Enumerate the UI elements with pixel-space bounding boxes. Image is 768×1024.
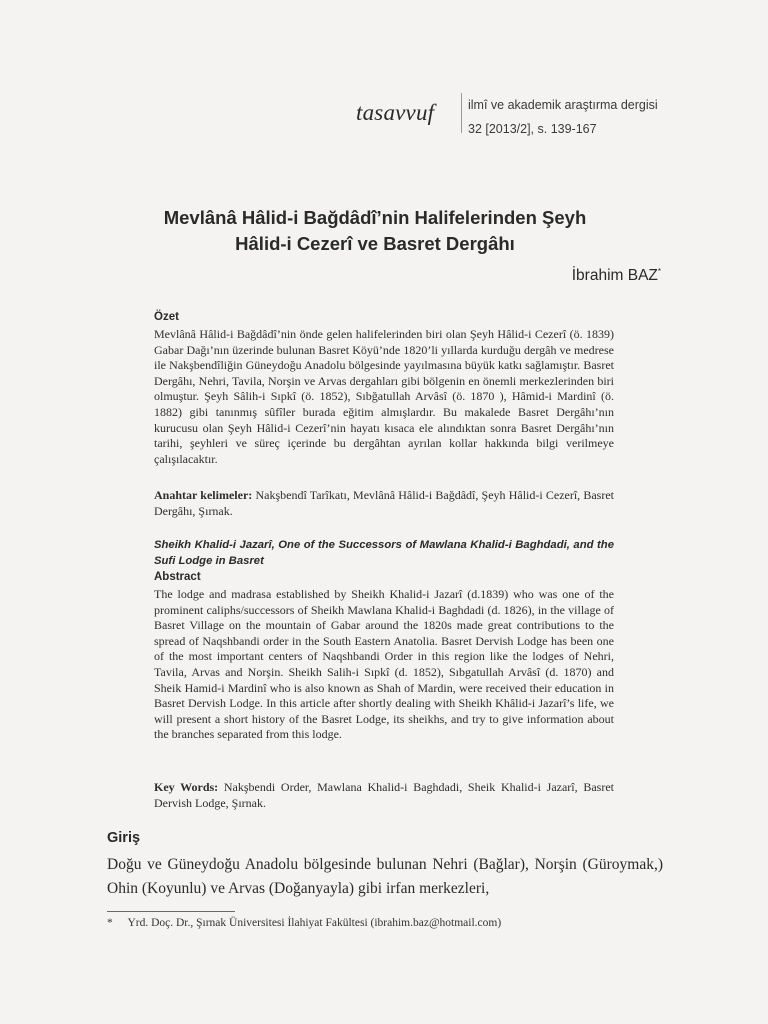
footnote-text: Yrd. Doç. Dr., Şırnak Üniversitesi İlahiyat Fakültesi (ibrahim.baz@hotmail.com) <box>127 917 502 929</box>
footnote <box>107 917 501 929</box>
journal-logo: tasavvuf <box>356 100 435 125</box>
journal-subtitle: ilmî ve akademik araştırma dergisi <box>468 98 658 112</box>
ozet-keywords <box>154 488 614 519</box>
footnote-divider <box>107 911 235 912</box>
journal-header-info <box>468 93 658 141</box>
ozet-keywords-label: Anahtar kelimeler: <box>154 488 253 502</box>
article-title <box>120 205 630 257</box>
author-name <box>572 267 661 285</box>
ozet-text: Mevlânâ Hâlid-i Bağdâdî’nin önde gelen halifelerinden biri olan Şeyh Hâlid-i Cezerî (ö. 1839) Gabar Dağı’nın üzerinde bulunan Basret Köyü’nde 1820’li yıllarda kurduğu dergâh ve medrese ile Nakşbendîliğin Güneydoğu Anadolu bölgesinde yayılmasına büyük katkı sağlamıştır. Basret Dergâhı, Nehri, Tavila, Norşin ve Arvas dergahları gibi bölgenin en önemli merkezlerinden biri olmuştur. Şeyh Sâlih-i Sıpkî (ö. 1852), Sıbğatullah Arvâsî (ö. 1870 ), Hâmid-i Mardinî (ö. 1882) gibi tanınmış sûfîler burada eğitim almışlardır. Bu makalede Basret Dergâhı’nın kurucusu olan Şeyh Hâlid-i Cezerî’nin hayatı kısaca ele alındıktan sonra Basret Dergâhı’nın tarihi, şeyhleri ve süreç içerinde bu dergâhtan ayrılan kollar hakkında bilgi verilmeye çalışılacaktır. <box>154 327 614 466</box>
english-title: Sheikh Khalid-i Jazarî, One of the Successors of Mawlana Khalid-i Baghdadi, and the Sufi Lodge in Basret <box>154 539 614 567</box>
abstract-heading: Abstract <box>154 571 201 583</box>
header-divider <box>461 93 462 133</box>
ozet-heading: Özet <box>154 311 179 323</box>
body-paragraph: Doğu ve Güneydoğu Anadolu bölgesinde bulunan Nehri (Bağlar), Norşin (Güroymak,) Ohin (Koyunlu) ve Arvas (Doğanyayla) gibi irfan merkezleri, <box>107 856 663 897</box>
abstract-keywords <box>154 780 614 811</box>
footnote-mark: * <box>107 917 113 929</box>
abstract-keywords-text: Nakşbendi Order, Mawlana Khalid-i Baghdadi, Sheik Khalid-i Jazarî, Basret Dervish Lodge, Şırnak. <box>154 780 615 810</box>
author-footnote-mark[interactable]: * <box>657 267 661 276</box>
article-title-line2: Hâlid-i Cezerî ve Basret Dergâhı <box>235 233 515 254</box>
abstract-text: The lodge and madrasa established by Sheikh Khalid-i Jazarî (d.1839) who was one of the prominent caliphs/successors of Sheikh Mawlana Khalid-i Baghdadi (d. 1826), in the village of Basret Village on the mountain of Gabar around the 1820s made great contributions to the spread of Naqshbandi order in the South Eastern Anatolia. Basret Dervish Lodge has been one of the most important centers of Naqshbandi Order in this region like the lodges of Nehri, Tavila, Arvas and Norşin. Sheikh Salih-i Sıpkî (d. 1852), Sıbgatullah Arvâsî (d. 1870) and Sheik Hamid-i Mardinî who is also known as Shah of Mardin, were received their education in Basret Dervish Lodge. In this article after shortly dealing with Sheikh Khâlid-i Jazarî’s life, we will present a short history of the Basret Lodge, its sheikhs, and try to give information about the branches separated from this lodge. <box>154 587 614 742</box>
author-name-text: İbrahim BAZ <box>571 267 658 285</box>
ozet-keywords-text: Nakşbendî Tarîkatı, Mevlânâ Hâlid-i Bağdâdî, Şeyh Hâlid-i Cezerî, Basret Dergâhı, Şırnak. <box>154 488 615 518</box>
section-heading: Giriş <box>107 830 141 846</box>
journal-issue: 32 [2013/2], s. 139-167 <box>468 122 597 136</box>
abstract-keywords-label: Key Words: <box>154 780 219 794</box>
article-title-line1: Mevlânâ Hâlid-i Bağdâdî’nin Halifelerinden Şeyh <box>163 207 587 228</box>
